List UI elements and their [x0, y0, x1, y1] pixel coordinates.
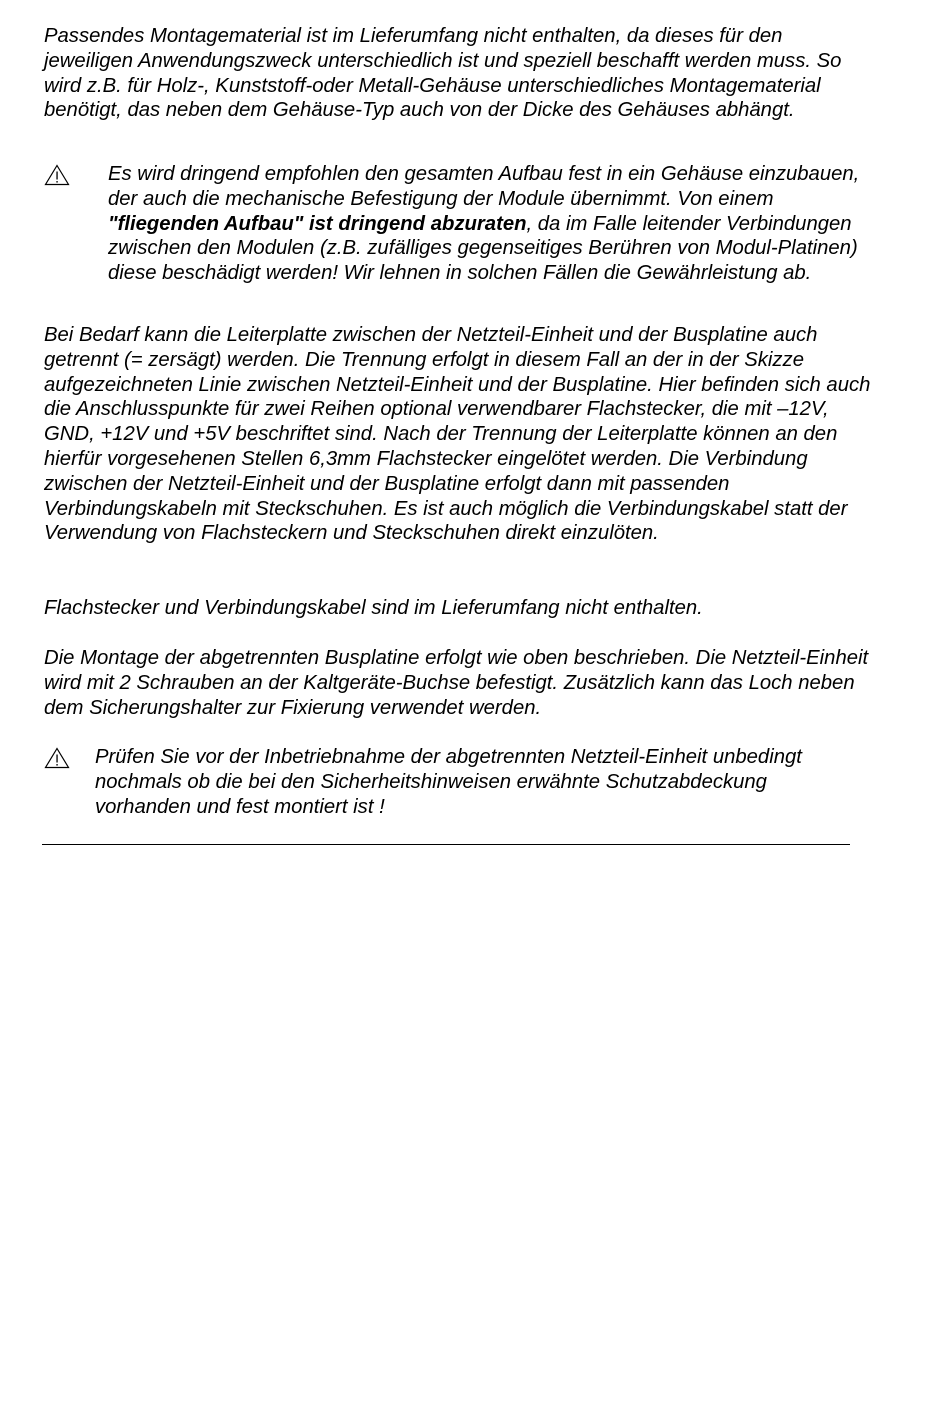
paragraph-mounting-material: Passendes Montagematerial ist im Lieferumfang nicht enthalten, da dieses für den jeweiligen Anwendungszweck unterschiedlich ist und speziell beschafft werden muss. So wird z.B. für Holz-, Kunststoff-oder Metall-Gehäuse unterschiedliches Montagematerial benötigt, das neben dem Gehäuse-Typ auch von der Dicke des Gehäuses abhängt. [44, 25, 842, 122]
warning-housing-text [108, 162, 868, 286]
paragraph-separation: Bei Bedarf kann die Leiterplatte zwischen der Netzteil-Einheit und der Busplatine auch getrennt (= zersägt) werden. Die Trennung erfolgt in diesem Fall an der in der Skizze aufgezeichneten Linie zwischen Netzteil-Einheit und der Busplatine. Hier befinden sich auch die Anschlusspunkte für zwei Reihen optional verwendbarer Flachstecker, die mit –12V, GND, +12V und +5V beschriftet sind. Nach der Trennung der Leiterplatte können an den hierfür vorgesehenen Stellen 6,3mm Flachstecker eingelötet werden. Die Verbindung zwischen der Netzteil-Einheit und der Busplatine erfolgt dann mit passenden Verbindungskabeln mit Steckschuhen. Es ist auch möglich die Verbindungskabel statt der Verwendung von Flachsteckern und Steckschuhen direkt einzulöten. [44, 324, 871, 545]
warning-housing-text-bold: "fliegenden Aufbau" ist dringend abzuraten [108, 212, 527, 235]
warning-triangle-icon [44, 164, 108, 286]
paragraph-busplatine-mounting: Die Montage der abgetrennten Busplatine erfolgt wie oben beschrieben. Die Netzteil-Einheit wird mit 2 Schrauben an der Kaltgeräte-Buchse befestigt. Zusätzlich kann das Loch neben dem Sicherungshalter zur Fixierung verwendet werden. [44, 647, 869, 719]
warning-housing [44, 162, 874, 286]
warning-triangle-icon [44, 747, 95, 819]
horizontal-divider [42, 844, 850, 845]
warning-housing-text-end: , da im Falle leitender Verbindungen zwischen den Modulen (z.B. zufälliges gegenseitiges Berühren von Modul-Platinen) diese beschädigt werden! Wir lehnen in solchen Fällen die Gewährleistung ab. [108, 212, 858, 285]
paragraph-not-included: Flachstecker und Verbindungskabel sind im Lieferumfang nicht enthalten. [44, 597, 703, 619]
warning-protective-cover-text: Prüfen Sie vor der Inbetriebnahme der abgetrennten Netzteil-Einheit unbedingt nochmals ob die bei den Sicherheitshinweisen erwähnte Schutzabdeckung vorhanden und fest montiert ist ! [95, 746, 802, 818]
warning-protective-cover [44, 745, 874, 819]
warning-housing-text-start: Es wird dringend empfohlen den gesamten Aufbau fest in ein Gehäuse einzubauen, der auch die mechanische Befestigung der Module übernimmt. Von einem [108, 163, 860, 210]
